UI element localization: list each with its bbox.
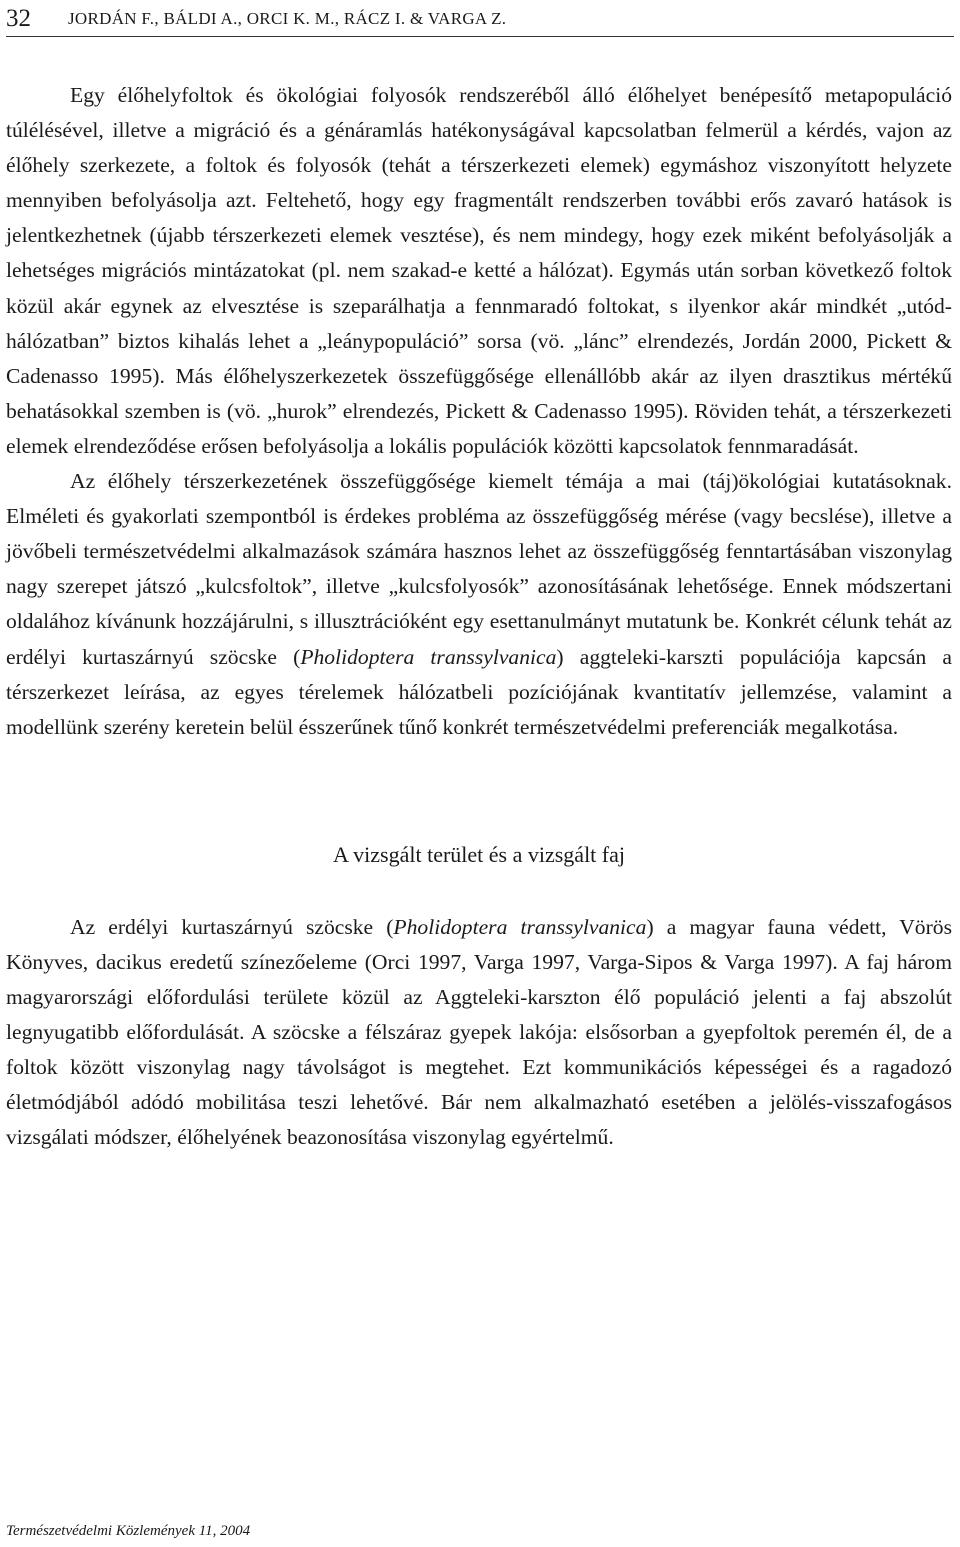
species-name: Pholidoptera transsylvanica: [393, 914, 647, 939]
paragraph-text: Az élőhely térszerkezetének összefüggősége kiemelt témája a mai (táj)ökológiai kutatásoknak. Elméleti és gyakorlati szempontból is érdekes probléma az összefüggőség mérése (vagy becslése), illetve a jövőbeli természetvédelmi alkalmazások számára hasznos lehet az összefüggőség fenntartásában viszonylag nagy szerepet játszó „kulcsfoltok”, illetve „kulcsfolyosók” azonosításának lehetősége. Ennek módszertani oldalához kívánunk hozzájárulni, s illusztrációként egy esettanulmányt mutatunk be. Konkrét célunk tehát az erdélyi kurtaszárnyú szöcske (: [6, 469, 952, 669]
paragraph-text: ) a magyar fauna védett, Vörös Könyves, dacikus eredetű színezőeleme (Orci 1997, Varga 1997, Varga-Sipos & Varga 1997). A faj három magyarországi előfordulási területe közül az Aggteleki-karszton élő populáció jelenti a faj abszolút legnyugatibb előfordulását. A szöcske a félszáraz gyepek lakója: elsősorban a gyepfoltok peremén él, de a foltok között viszonylag nagy távolságot is megtehet. Ezt kommunikációs képességei és a ragadozó életmódjából adódó mobilitása teszi lehetővé. Bár nem alkalmazható esetében a jelölés-visszafogásos vizsgálati módszer, élőhelyének beazonosítása viszonylag egyértelmű.: [6, 914, 952, 1150]
paragraph-1: [6, 78, 952, 464]
paragraph-text: Az erdélyi kurtaszárnyú szöcske (: [70, 914, 394, 939]
article-body: [6, 78, 952, 1156]
paragraph-2: [6, 464, 952, 745]
page-number: 32: [6, 5, 31, 32]
header-rule: [6, 36, 954, 37]
paragraph-text: ) aggteleki-karszti populációja kapcsán a térszerkezet leírása, az egyes térelemek hálózatbeli pozíciójának kvantitatív jellemzése, valamint a modellünk szerény keretein belül ésszerűnek tűnő konkrét természetvédelmi preferenciák megalkotása.: [6, 644, 952, 739]
paragraph-3: [6, 910, 952, 1156]
page-header: [0, 0, 960, 40]
species-name: Pholidoptera transsylvanica: [300, 644, 557, 669]
running-head: JORDÁN F., BÁLDI A., ORCI K. M., RÁCZ I. & VARGA Z.: [68, 9, 507, 28]
section-heading: A vizsgált terület és a vizsgált faj: [332, 841, 625, 867]
paragraph-text: Egy élőhelyfoltok és ökológiai folyosók rendszeréből álló élőhelyet benépesítő metapopuláció túlélésével, illetve a migráció és a génáramlás hatékonyságával kapcsolatban felmerül a kérdés, vajon az élőhely szerkezete, a foltok és folyosók (tehát a térszerkezeti elemek) egymáshoz viszonyított helyzete mennyiben befolyásolja azt. Feltehető, hogy egy fragmentált rendszerben további erős zavaró hatások is jelentkezhetnek (újabb térszerkezeti elemek vesztése), és nem mindegy, hogy ezek miként befolyásolják a lehetséges migrációs mintázatokat (pl. nem szakad-e ketté a hálózat). Egymás után sorban következő foltok közül akár egynek az elvesztése is szeparálhatja a fennmaradó foltokat, s ilyenkor akár mindkét „utódhálózatban” biztos kihalás lehet a „leánypopuláció” sorsa (vö. „lánc” elrendezés, Jordán 2000, Pickett & Cadenasso 1995). Más élőhelyszerkezetek összefüggősége ellenállóbb akár az ilyen drasztikus mértékű behatásokkal szemben is (vö. „hurok” elrendezés, Pickett & Cadenasso 1995). Röviden tehát, a térszerkezeti elemek elrendeződése erősen befolyásolja a lokális populációk közötti kapcsolatok fennmaradását.: [6, 83, 952, 458]
journal-footer: Természetvédelmi Közlemények 11, 2004: [6, 1523, 251, 1539]
